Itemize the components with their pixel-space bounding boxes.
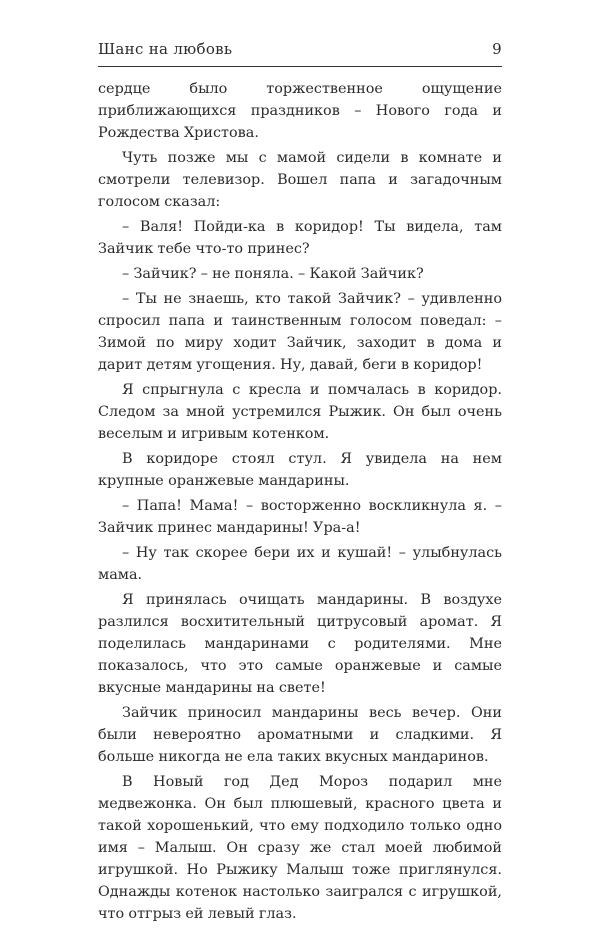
dialogue-line: – Папа! Мама! – восторженно воскликнула я. – Зайчик принес мандарины! Ура-а! [98,498,502,536]
paragraph-continuation: сердце было торжественное ощущение приближающихся праздников – Нового года и Рождества Христова. [98,81,502,141]
running-header [98,40,502,62]
paragraph: Зайчик приносил мандарины весь вечер. Они были невероятно ароматными и сладкими. Я больше никогда не ела таких вкусных мандаринов. [98,705,502,765]
dialogue-line: – Ну так скорее бери их и кушай! – улыбнулась мама. [98,545,502,583]
dialogue-line: – Зайчик? – не поняла. – Какой Зайчик? [122,266,424,282]
paragraph: В Новый год Дед Мороз подарил мне медвежонка. Он был плюшевый, красного цвета и такой хорошенький, что ему подходило только одно имя – Малыш. Он сразу же стал моей любимой игрушкой. Но Рыжику Малыш тоже приглянулся. Однажды котенок настолько заигрался с игрушкой, что отгрыз ей левый глаз. [98,774,502,922]
paragraph: В коридоре стоял стул. Я увидела на нем крупные оранжевые мандарины. [98,451,502,489]
header-rule [98,66,502,67]
paragraph: Я принялась очищать мандарины. В воздухе разлился восхитительный цитрусовый аромат. Я поделилась мандаринами с родителями. Мне показалось, что это самые оранжевые и самые вкусные мандарины на свете! [98,592,502,696]
dialogue-line: – Валя! Пойди-ка в коридор! Ты видела, там Зайчик тебе что-то принес? [98,219,502,257]
paragraph: Я спрыгнула с кресла и помчалась в коридор. Следом за мной устремился Рыжик. Он был очень веселым и игривым котенком. [98,382,502,442]
body-text [98,78,502,928]
paragraph: Чуть позже мы с мамой сидели в комнате и смотрели телевизор. Вошел папа и загадочным голосом сказал: [98,150,502,210]
header-book-title: Шанс на любовь [98,40,233,58]
dialogue-line: – Ты не знаешь, кто такой Зайчик? – удивленно спросил папа и таинственным голосом поведал: – Зимой по миру ходит Зайчик, заходит в дома и дарит детям угощения. Ну, давай, беги в коридор! [98,291,502,373]
page-number: 9 [492,40,502,58]
